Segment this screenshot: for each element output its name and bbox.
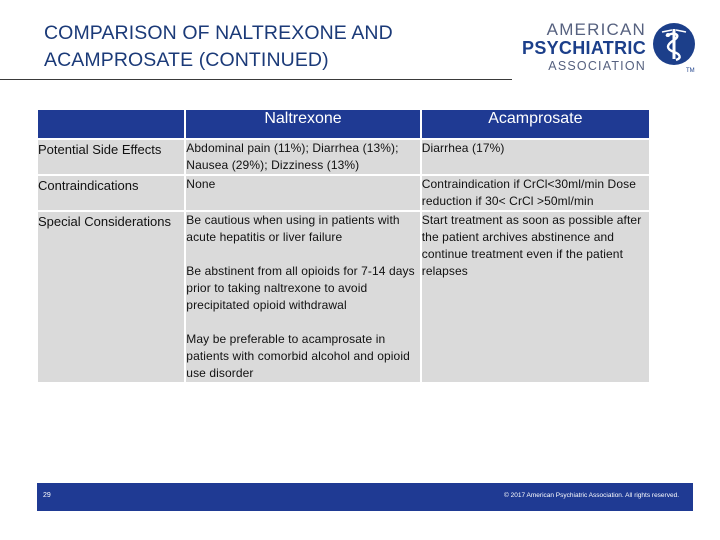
logo-trademark: TM: [686, 68, 695, 74]
acamprosate-cell: [422, 140, 649, 174]
cell-text: Contraindication if CrCl<30ml/min Dose reduction if 30< CrCl >50ml/min: [421, 177, 636, 208]
cell-text: Start treatment as soon as possible after the patient archives abstinence and continue treatment even if the patient relapses: [421, 213, 642, 278]
footer-bar: [37, 483, 693, 511]
cell-text: None: [186, 177, 216, 191]
logo-line-3: ASSOCIATION: [548, 59, 646, 73]
cell-text: May be preferable to acamprosate in patients with comorbid alcohol and opioid use disorder: [186, 332, 410, 380]
slide-title: COMPARISON OF NALTREXONE AND ACAMPROSATE (CONTINUED): [44, 22, 393, 71]
apa-logo: [522, 18, 703, 78]
cell-text: Be abstinent from all opioids for 7-14 days prior to taking naltrexone to avoid precipitated opioid withdrawal: [186, 264, 415, 312]
title-divider: [0, 79, 512, 80]
naltrexone-cell: [186, 176, 419, 210]
logo-line-2: PSYCHIATRIC: [522, 38, 646, 58]
cell-text: Diarrhea (17%): [421, 141, 505, 155]
table-header-row: [38, 110, 649, 138]
logo-line-1: AMERICAN: [546, 20, 646, 39]
page-number: 29: [43, 492, 51, 499]
header-empty: [38, 110, 184, 138]
header-acamprosate: Acamprosate: [422, 110, 649, 138]
copyright-notice: © 2017 American Psychiatric Association. All rights reserved.: [504, 492, 679, 499]
acamprosate-cell: [422, 212, 649, 382]
row-label: Potential Side Effects: [38, 140, 184, 174]
naltrexone-cell: [186, 140, 419, 174]
table-row-contraindications: [38, 176, 649, 210]
row-label: Contraindications: [38, 176, 184, 210]
cell-text: Be cautious when using in patients with acute hepatitis or liver failure: [186, 213, 400, 244]
caduceus-icon: [652, 22, 696, 66]
acamprosate-cell: [422, 176, 649, 210]
naltrexone-cell: [186, 212, 419, 382]
row-label: Special Considerations: [38, 212, 184, 382]
table-row-special-considerations: [38, 212, 649, 382]
table-row-side-effects: [38, 140, 649, 174]
cell-text: Abdominal pain (11%); Diarrhea (13%); Nausea (29%); Dizziness (13%): [186, 141, 399, 172]
comparison-table: [36, 108, 651, 384]
header-naltrexone: Naltrexone: [186, 110, 419, 138]
